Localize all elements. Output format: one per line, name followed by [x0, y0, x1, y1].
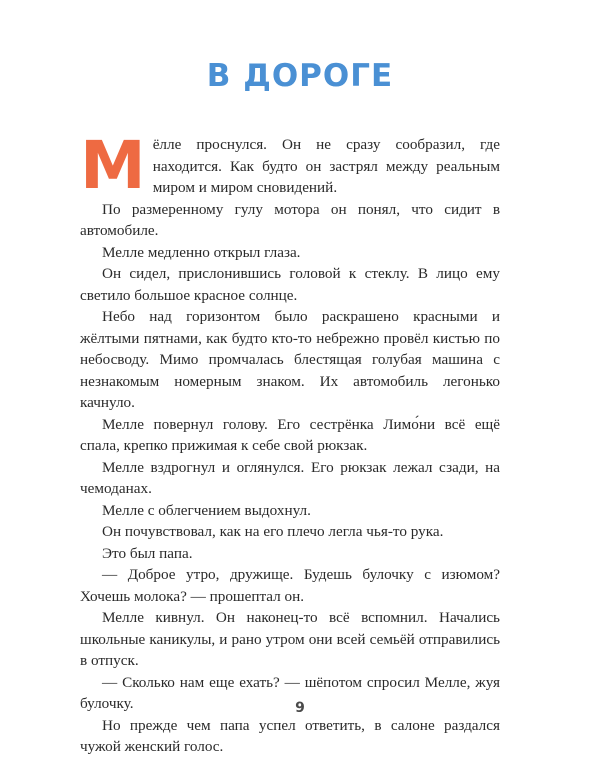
paragraph: Он почувствовал, как на его плечо легла чья-то рука.	[102, 523, 444, 540]
paragraph: Мелле медленно открыл глаза.	[102, 243, 301, 261]
paragraph: — Доброе утро, дружище. Будешь булочку с изюмом? Хочешь молока? — прошептал он.	[80, 566, 500, 605]
paragraph: Мелле кивнул. Он наконец-то всё вспомнил. Начались школьные каникулы, и рано утром они всей семьёй отправились в отпуск.	[80, 609, 500, 669]
paragraph: Мелле повернул голову. Его сестрёнка Лимо́ни всё ещё спала, крепко прижимая к себе свой рюкзак.	[80, 415, 500, 454]
drop-cap: М	[80, 127, 146, 204]
paragraph-text: ёлле проснулся. Он не сразу сообразил, где находится. Как будто он застрял между реальным миром и миром сновидений.	[152, 136, 500, 196]
body-text	[80, 127, 500, 758]
paragraph: Он сидел, прислонившись головой к стеклу. В лицо ему светило большое красное солнце.	[80, 265, 500, 304]
paragraph: По размеренному гулу мотора он понял, что сидит в автомобиле.	[80, 200, 500, 239]
paragraph: — Сколько нам еще ехать? — шёпотом спросил Мелле, жуя булочку.	[80, 673, 500, 712]
paragraph: Это был папа.	[102, 544, 193, 562]
paragraph: Но прежде чем папа успел ответить, в салоне раздался чужой женский голос.	[80, 716, 500, 755]
paragraph: Мелле с облегчением выдохнул.	[102, 501, 311, 519]
paragraph	[80, 127, 500, 204]
paragraph: Мелле вздрогнул и оглянулся. Его рюкзак лежал сзади, на чемоданах.	[80, 458, 500, 497]
paragraph: Небо над горизонтом было раскрашено красными и жёлтыми пятнами, как будто кто-то небрежно провёл кистью по небосводу. Мимо промчалась блестящая голубая машина с незнакомым номерным знаком. Их автомобиль легонько качнуло.	[80, 308, 500, 411]
chapter-title: В ДОРОГЕ	[206, 58, 394, 94]
page-number: 9	[295, 700, 305, 716]
